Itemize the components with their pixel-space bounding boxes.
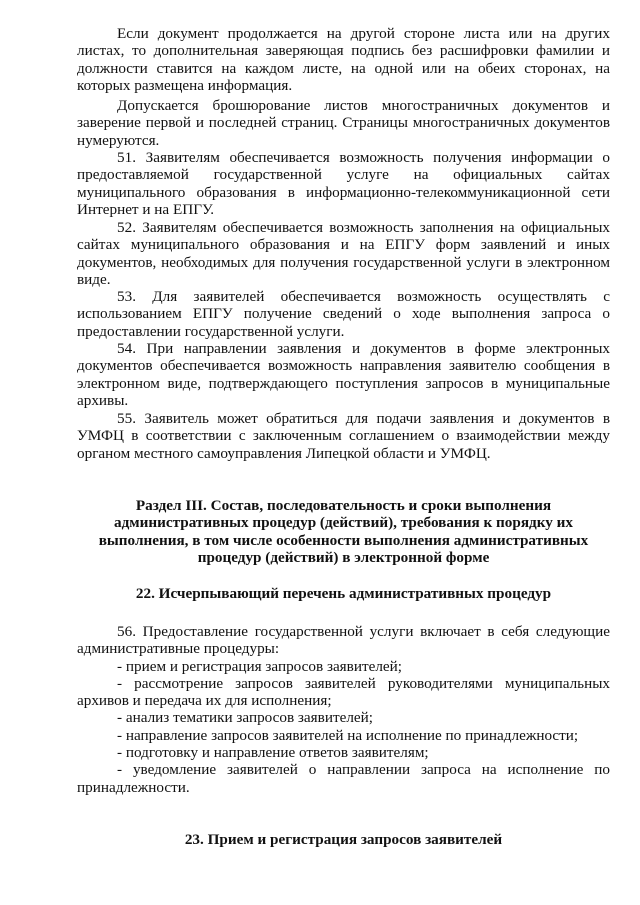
- section-heading: Раздел III. Состав, последовательность и сроки выполнения административных процедур (действий), требования к порядку их выполнения, в том числе особенности выполнения административных процедур (действий) в электронной форме: [98, 497, 589, 566]
- list-item: - рассмотрение запросов заявителей руководителями муниципальных архивов и передача их для исполнения;: [77, 674, 610, 710]
- paragraph-52: 52. Заявителям обеспечивается возможность заполнения на официальных сайтах муниципального образования и на ЕПГУ форм заявлений и иных документов, необходимых для получения государственной услуги в электронном виде.: [77, 219, 610, 288]
- list-item: - уведомление заявителей о направлении запроса на исполнение по принадлежности.: [77, 761, 610, 796]
- list-item: - направление запросов заявителей на исполнение по принадлежности;: [117, 726, 579, 744]
- paragraph-53: 53. Для заявителей обеспечивается возможность осуществлять с использованием ЕПГУ получение сведений о ходе выполнения запроса о предоставлении государственной услуги.: [77, 288, 610, 340]
- subsection-heading-23: 23. Прием и регистрация запросов заявителей: [184, 831, 503, 848]
- list-item: - подготовку и направление ответов заявителям;: [117, 744, 429, 762]
- paragraph-51: 51. Заявителям обеспечивается возможность получения информации о предоставляемой государственной услуге на официальных сайтах муниципального образования в информационно-телекоммуникационной сети Интернет и на ЕПГУ.: [77, 149, 610, 218]
- paragraph-continuation-signature: Если документ продолжается на другой стороне листа или на других листах, то дополнительная заверяющая подпись без расшифровки фамилии и должности ставится на каждом листе, на одной или на обеих сторонах, на которых размещена информация.: [77, 25, 610, 94]
- paragraph-54: 54. При направлении заявления и документов в форме электронных документов обеспечивается возможность направления заявителю сообщения в электронном виде, подтверждающего поступления запросов в муниципальные архивы.: [77, 340, 610, 409]
- paragraph-brochuring: Допускается брошюрование листов многостраничных документов и заверение первой и последней страниц. Страницы многостраничных документов нумеруются.: [77, 97, 610, 149]
- subsection-heading-22: 22. Исчерпывающий перечень административных процедур: [135, 585, 552, 602]
- list-item: - анализ тематики запросов заявителей;: [117, 709, 374, 727]
- paragraph-55: 55. Заявитель может обратиться для подачи заявления и документов в УМФЦ в соответствии с заключенным соглашением о взаимодействии между органом местного самоуправления Липецкой области и УМФЦ.: [77, 410, 610, 462]
- paragraph-56: 56. Предоставление государственной услуги включает в себя следующие административные процедуры:: [77, 623, 610, 658]
- procedures-block: [77, 623, 610, 796]
- list-item: - прием и регистрация запросов заявителей;: [117, 657, 403, 675]
